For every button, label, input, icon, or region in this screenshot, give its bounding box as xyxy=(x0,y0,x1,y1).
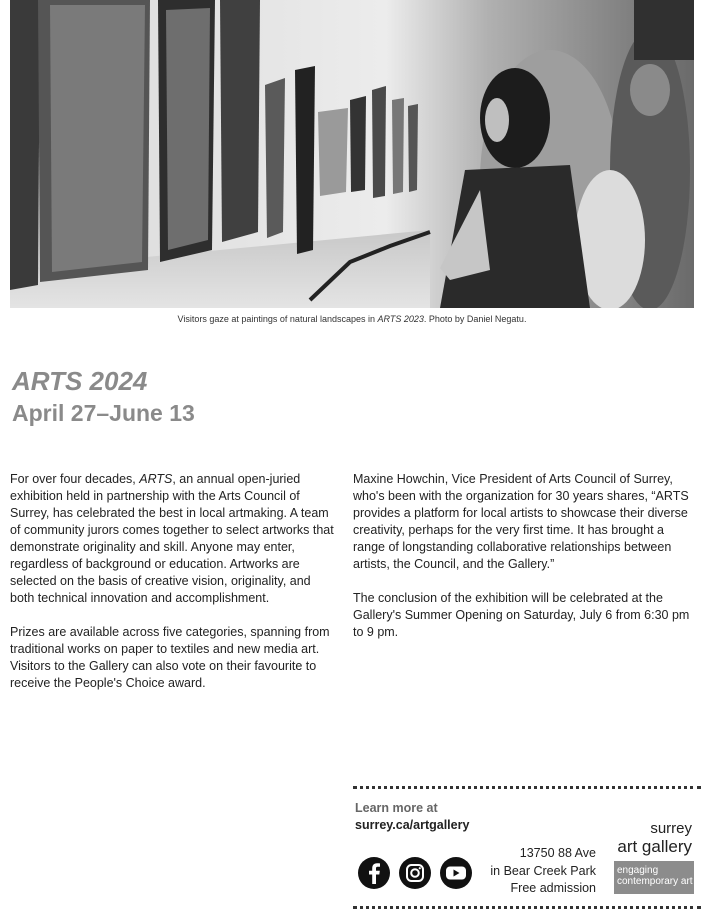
gallery-photo xyxy=(10,0,694,308)
prizes-paragraph: Prizes are available across five categories, spanning from traditional works on paper to textiles and new media art. Visitors to the Gallery can also vote on their favourite to receive the People's Choice award. xyxy=(10,625,330,690)
intro-italic: ARTS xyxy=(139,472,173,486)
caption-credit: . Photo by Daniel Negatu. xyxy=(423,314,527,324)
learn-more-link[interactable]: surrey.ca/artgallery xyxy=(355,818,470,832)
facebook-icon[interactable] xyxy=(357,856,391,890)
intro-rest: , an annual open-juried exhibition held in partnership with the Arts Council of Surrey, has celebrated the best in local artmaking. A team of community jurors comes together to select artworks that demonstrate originality and skill. Anyone may enter, regardless of background or education. Artworks are selected on the basis of creative vision, originality, and both technical innovation and accomplishment. xyxy=(10,472,334,605)
gallery-photo-illustration xyxy=(10,0,694,308)
quote-paragraph: Maxine Howchin, Vice President of Arts Council of Surrey, who's been with the organization for 30 years shares, “ARTS provides a platform for local artists to showcase their diverse creativity, perhaps for the very first time. It has brought a range of longstanding collaborative relationships between artists, the Council, and the Gallery.” xyxy=(353,472,689,571)
exhibition-title: ARTS 2024 xyxy=(12,366,148,396)
youtube-icon[interactable] xyxy=(439,856,473,890)
dotted-divider-bottom xyxy=(353,906,701,909)
right-column xyxy=(353,471,698,658)
admission-note: Free admission xyxy=(510,881,596,895)
intro-paragraph xyxy=(10,471,336,607)
intro-prefix: For over four decades, xyxy=(10,472,140,486)
closing-paragraph: The conclusion of the exhibition will be celebrated at the Gallery's Summer Opening on Saturday, July 6 from 6:30 pm to 9 pm. xyxy=(353,591,690,639)
logo-tagline-line2: contemporary art xyxy=(617,876,693,887)
logo-tagline-box xyxy=(614,861,694,894)
instagram-icon[interactable] xyxy=(398,856,432,890)
photo-caption xyxy=(10,314,694,324)
dotted-divider-top xyxy=(353,786,701,789)
logo-tagline-line1: engaging xyxy=(617,865,659,876)
address-park: in Bear Creek Park xyxy=(490,863,596,878)
logo-surrey: surrey xyxy=(650,820,692,837)
address-street: 13750 88 Ave xyxy=(519,846,596,860)
logo-art-gallery: art gallery xyxy=(617,837,692,856)
left-column xyxy=(10,471,336,709)
caption-text: Visitors gaze at paintings of natural landscapes in xyxy=(177,314,378,324)
caption-italic: ARTS 2023 xyxy=(377,314,424,324)
exhibition-dates: April 27–June 13 xyxy=(12,400,195,426)
learn-more-label: Learn more at xyxy=(355,801,438,815)
address-block xyxy=(470,845,596,898)
